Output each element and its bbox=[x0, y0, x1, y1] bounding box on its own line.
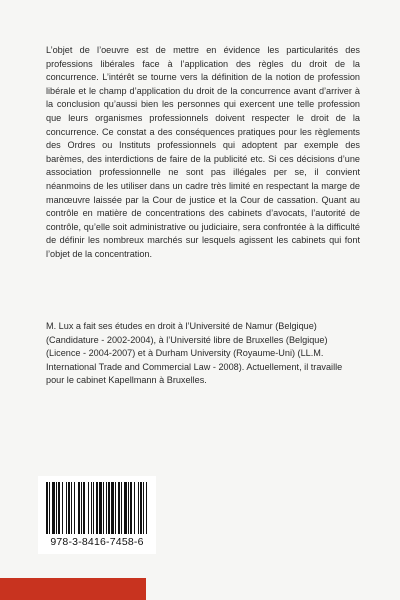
publisher-color-strip bbox=[0, 578, 146, 600]
author-biography: M. Lux a fait ses études en droit à l’Université de Namur (Belgique) (Candidature - 2002-2004), à l’Université libre de Bruxelles (Belgique) (Licence - 2004-2007) et à Durham University (Royaume-Uni) (LL.M. International Trade and Commercial Law - 2008). Actuellement, il travaille pour le cabinet Kapellmann à Bruxelles. bbox=[46, 321, 343, 386]
isbn-barcode-block bbox=[38, 476, 156, 554]
barcode-icon bbox=[46, 482, 148, 534]
isbn-number: 978-3-8416-7458-6 bbox=[50, 536, 144, 548]
book-synopsis: L’objet de l’oeuvre est de mettre en évidence les particularités des professions libérales face à l’application des règles du droit de la concurrence. L’intérêt se tourne vers la définition de la notion de profession libérale et le champ d’application du droit de la concurrence avant d’arriver à la conclusion qu’aussi bien les personnes qui exercent une telle profession que leurs organismes professionnels doivent respecter le droit de la concurrence. Ce constat a des conséquences pratiques pour les règlements des Ordres ou Instituts professionnels qui adoptent par exemple des barèmes, des interdictions de faire de la publicité etc. Si ces décisions d’une association professionnelle ne sont pas illégales per se, il convient néanmoins de les utiliser dans un cadre très limité en respectant la marge de manœuvre laissée par la Cour de justice et la Cour de cassation. Quant au contrôle en matière de concentrations des cabinets d’avocats, l’autorité de contrôle, qu’elle soit administrative ou judiciaire, sera confrontée à la difficulté de définir les nombreux marchés sur lesquels agissent les cabinets qui font l’objet de la concentration. bbox=[46, 45, 360, 259]
